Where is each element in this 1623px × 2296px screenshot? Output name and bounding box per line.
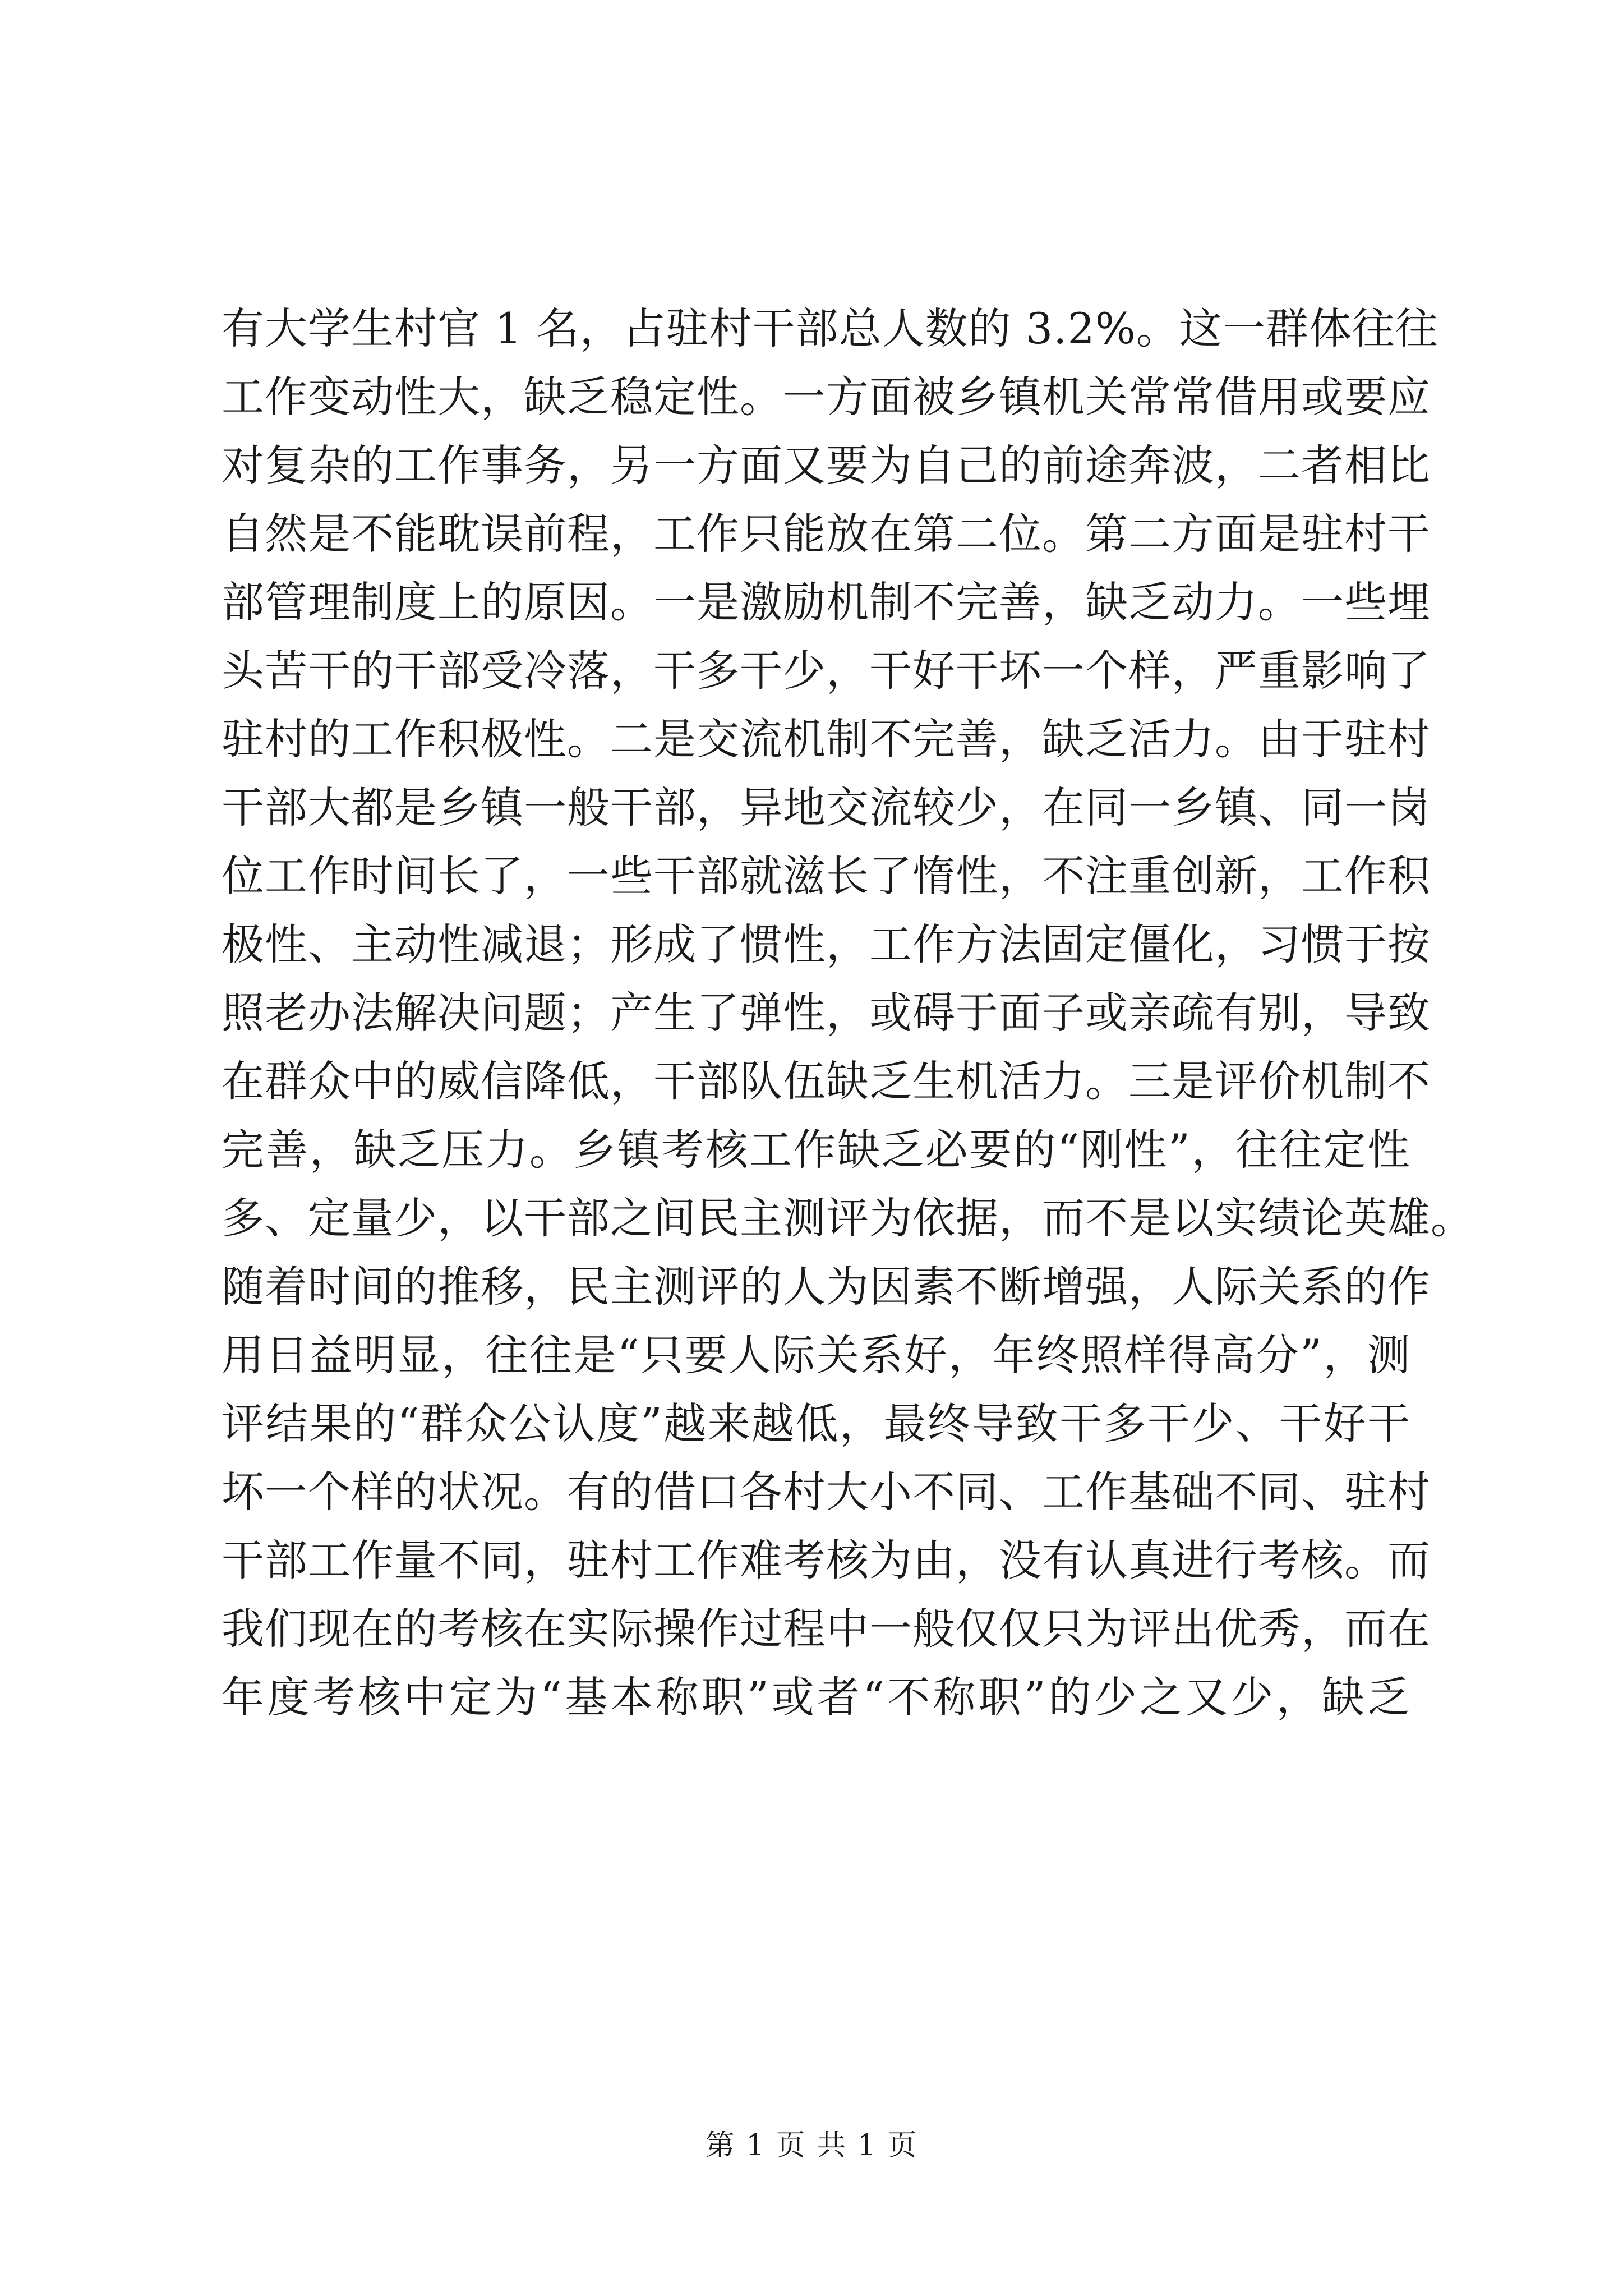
text-line: 多、定量少，以干部之间民主测评为依据，而不是以实绩论英雄。 bbox=[222, 1193, 1474, 1243]
text-line: 完善，缺乏压力。乡镇考核工作缺乏必要的“刚性”，往往定性 bbox=[222, 1125, 1410, 1175]
text-line: 驻村的工作积极性。二是交流机制不完善，缺乏活力。由于驻村 bbox=[222, 714, 1431, 764]
page-number-footer: 第 1 页 共 1 页 bbox=[705, 2129, 918, 2162]
text-line: 用日益明显，往往是“只要人际关系好，年终照样得高分”，测 bbox=[222, 1330, 1410, 1380]
text-line: 自然是不能耽误前程，工作只能放在第二位。第二方面是驻村干 bbox=[222, 509, 1431, 559]
text-line: 工作变动性大，缺乏稳定性。一方面被乡镇机关常常借用或要应 bbox=[222, 372, 1431, 422]
text-line: 照老办法解决问题；产生了弹性，或碍于面子或亲疏有别，导致 bbox=[222, 988, 1431, 1038]
text-line: 坏一个样的状况。有的借口各村大小不同、工作基础不同、驻村 bbox=[222, 1467, 1431, 1517]
text-line: 极性、主动性减退；形成了惯性，工作方法固定僵化，习惯于按 bbox=[222, 919, 1431, 969]
body-paragraph bbox=[222, 295, 1474, 1732]
text-line: 年度考核中定为“基本称职”或者“不称职”的少之又少，缺乏 bbox=[222, 1672, 1410, 1722]
text-line: 部管理制度上的原因。一是激励机制不完善，缺乏动力。一些埋 bbox=[222, 577, 1431, 627]
text-line: 头苦干的干部受冷落，干多干少，干好干坏一个样，严重影响了 bbox=[222, 646, 1431, 696]
text-line: 位工作时间长了，一些干部就滋长了惰性，不注重创新，工作积 bbox=[222, 851, 1431, 901]
text-line: 有大学生村官 1 名，占驻村干部总人数的 3.2%。这一群体往往 bbox=[222, 303, 1438, 353]
text-line: 我们现在的考核在实际操作过程中一般仅仅只为评出优秀，而在 bbox=[222, 1604, 1431, 1654]
text-line: 随着时间的推移，民主测评的人为因素不断增强，人际关系的作 bbox=[222, 1262, 1431, 1312]
text-line: 干部大都是乡镇一般干部，异地交流较少，在同一乡镇、同一岗 bbox=[222, 783, 1431, 832]
text-line: 干部工作量不同，驻村工作难考核为由，没有认真进行考核。而 bbox=[222, 1535, 1431, 1585]
text-line: 对复杂的工作事务，另一方面又要为自己的前途奔波，二者相比 bbox=[222, 440, 1431, 490]
text-line: 在群众中的威信降低，干部队伍缺乏生机活力。三是评价机制不 bbox=[222, 1056, 1431, 1106]
text-line: 评结果的“群众公认度”越来越低，最终导致干多干少、干好干 bbox=[222, 1398, 1410, 1448]
